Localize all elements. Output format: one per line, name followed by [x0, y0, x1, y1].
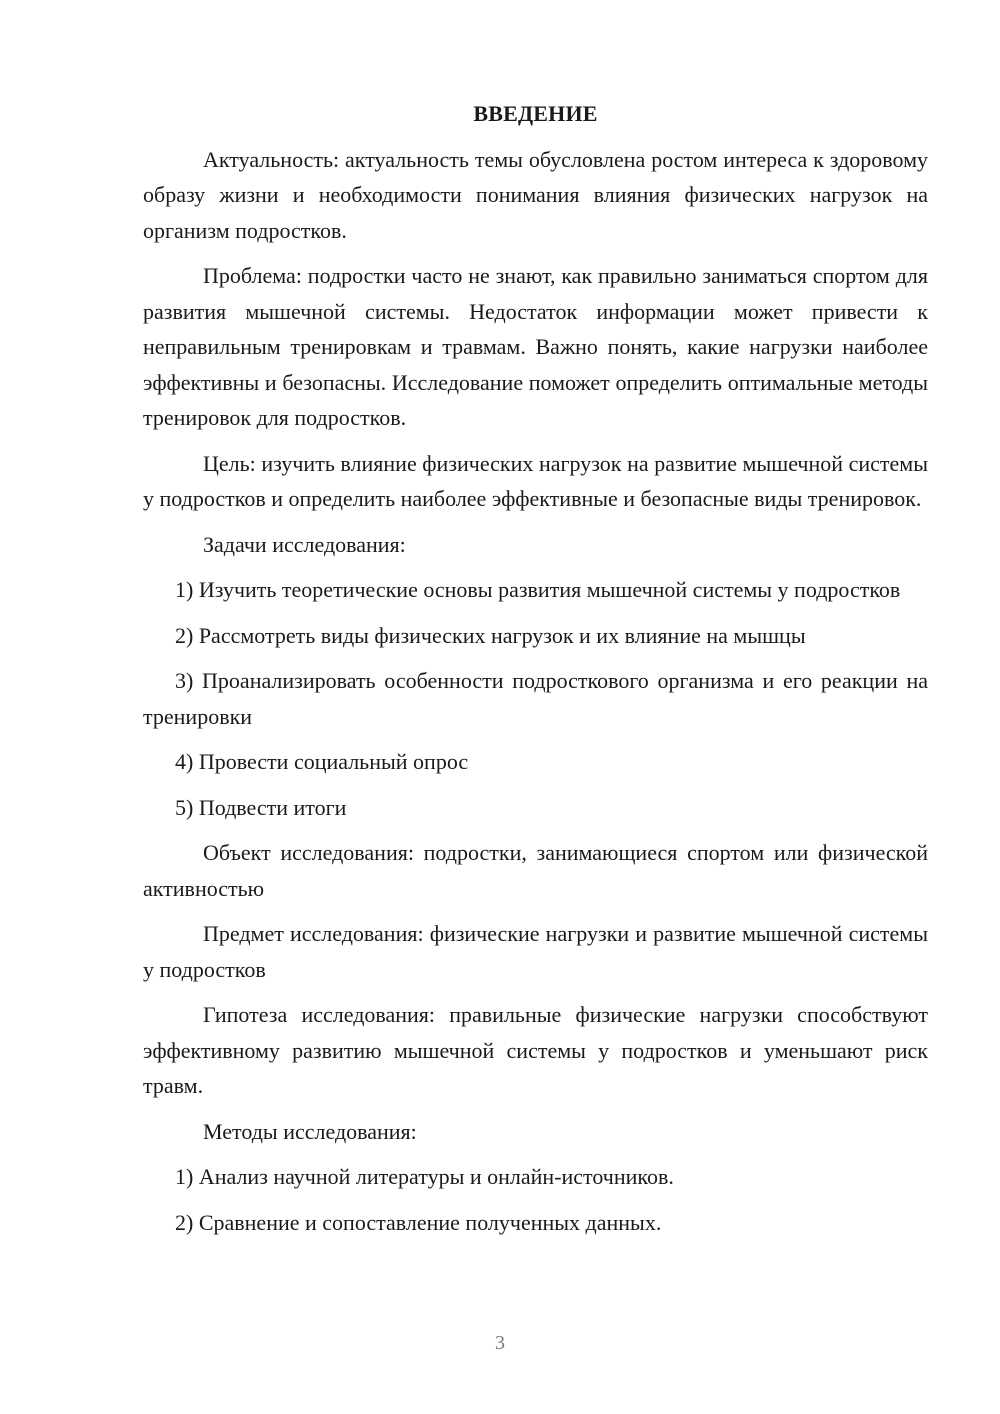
problem-paragraph: Проблема: подростки часто не знают, как правильно заниматься спортом для развития мышечной системы. Недостаток информации может привести к неправильным тренировкам и травмам. Важно понять, какие нагрузки наиболее эффективны и безопасны. Исследование поможет определить оптимальные методы тренировок для подростков. — [143, 263, 928, 430]
method-item-2: 2) Сравнение и сопоставление полученных данных. — [175, 1209, 662, 1235]
relevance-paragraph: Актуальность: актуальность темы обусловлена ростом интереса к здоровому образу жизни и необходимости понимания влияния физических нагрузок на организм подростков. — [143, 146, 928, 243]
goal-paragraph: Цель: изучить влияние физических нагрузок на развитие мышечной системы у подростков и определить наиболее эффективные и безопасные виды тренировок. — [143, 450, 928, 511]
hypothesis-paragraph: Гипотеза исследования: правильные физические нагрузки способствуют эффективному развитию мышечной системы у подростков и уменьшают риск травм. — [143, 1002, 928, 1098]
tasks-title: Задачи исследования: — [203, 531, 406, 557]
page-number: 3 — [495, 1332, 505, 1354]
task-item-3: 3) Проанализировать особенности подросткового организма и его реакции на тренировки — [143, 668, 928, 729]
task-item-4: 4) Провести социальный опрос — [175, 749, 469, 774]
method-item-1: 1) Анализ научной литературы и онлайн-источников. — [175, 1164, 674, 1189]
section-heading: ВВЕДЕНИЕ — [473, 101, 598, 126]
methods-title: Методы исследования: — [203, 1118, 417, 1144]
task-item-5: 5) Подвести итоги — [175, 794, 347, 820]
task-item-1: 1) Изучить теоретические основы развития мышечной системы у подростков — [175, 577, 901, 602]
task-item-2: 2) Рассмотреть виды физических нагрузок и их влияние на мышцы — [175, 622, 806, 648]
object-paragraph: Объект исследования: подростки, занимающиеся спортом или физической активностью — [143, 840, 928, 901]
document-page — [143, 96, 928, 1250]
subject-paragraph: Предмет исследования: физические нагрузки и развитие мышечной системы у подростков — [143, 921, 928, 982]
